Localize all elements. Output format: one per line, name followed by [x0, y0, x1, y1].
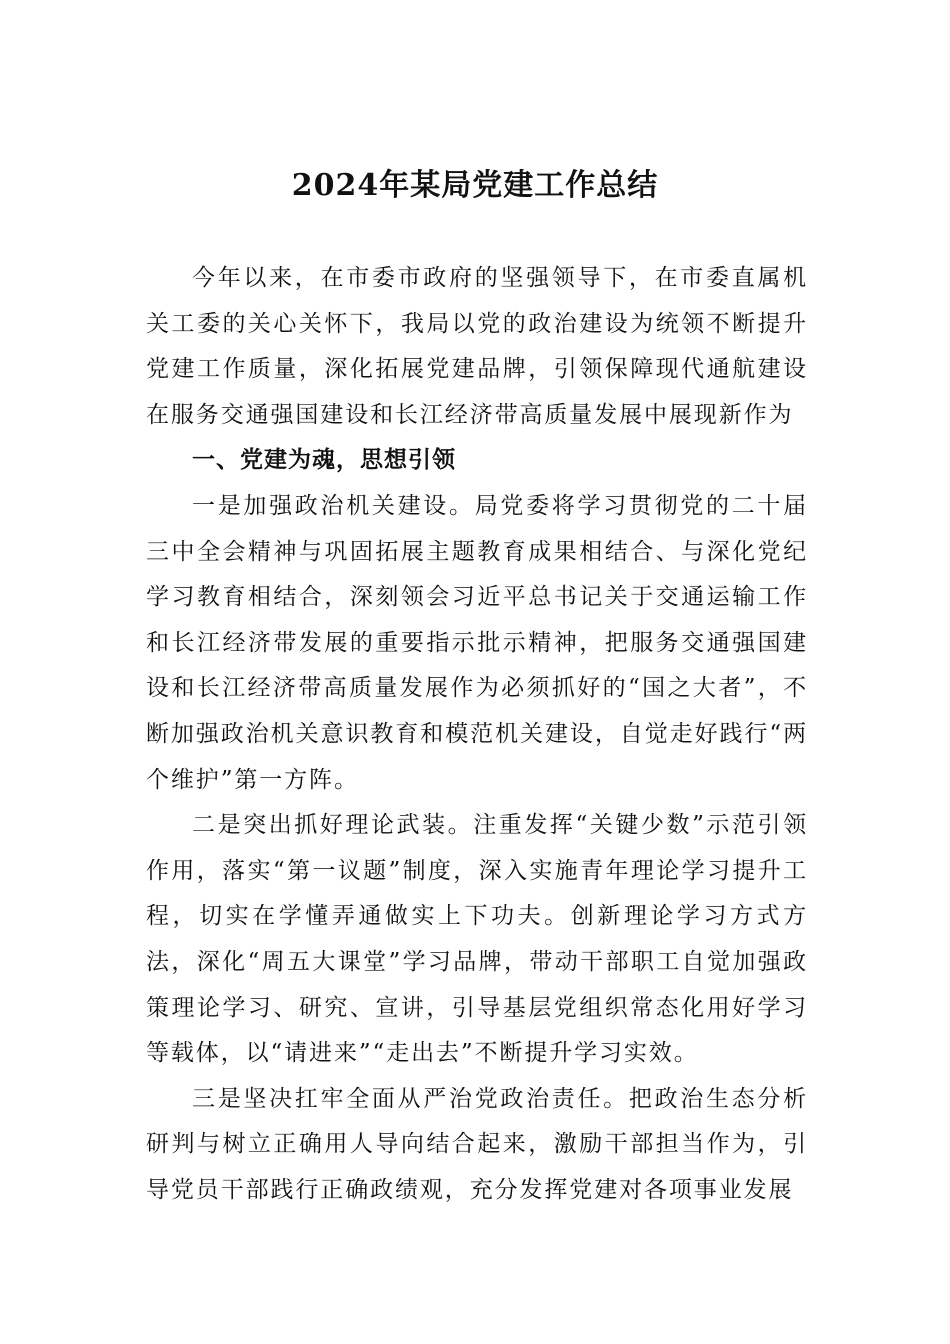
paragraph-text: 局党委将学习贯彻党的二十届三中全会精神与巩固拓展主题教育成果相结合、与深化党纪学习教育相结合，深刻领会习近平总书记关于交通运输工作和长江经济带发展的重要指示批示精神，把服务交通强国建设和长江经济带高质量发展作为必须抓好的“国之大者”，不断加强政治机关意识教育和模范机关建设，自觉走好践行“两个维护”第一方阵。: [146, 492, 808, 793]
paragraph-lead: 一是加强政治机关建设。: [192, 492, 475, 519]
intro-paragraph: 今年以来，在市委市政府的坚强领导下，在市委直属机关工委的关心关怀下，我局以党的政治建设为统领不断提升党建工作质量，深化拓展党建品牌，引领保障现代通航建设在服务交通强国建设和长江经济带高质量发展中展现新作为: [146, 265, 808, 428]
document-title: 2024年某局党建工作总结: [291, 168, 659, 203]
section-paragraph-3: [146, 1077, 808, 1214]
section-heading: 一、党建为魂，思想引领: [192, 447, 456, 474]
paragraph-text: 注重发挥“关键少数”示范引领作用，落实“第一议题”制度，深入实施青年理论学习提升工程，切实在学懂弄通做实上下功夫。创新理论学习方式方法，深化“周五大课堂”学习品牌，带动干部职工自觉加强政策理论学习、研究、宣讲，引导基层党组织常态化用好学习等载体，以“请进来”“走出去”不断提升学习实效。: [146, 812, 809, 1067]
paragraph-text: 把政治生态分析研判与树立正确用人导向结合起来，激励干部担当作为，引导党员干部践行正确政绩观，充分发挥党建对各项事业发展: [146, 1085, 808, 1203]
document-body: [146, 256, 808, 1213]
paragraph-lead: 二是突出抓好理论武装。: [192, 812, 474, 839]
section-paragraph-2: [146, 803, 808, 1077]
paragraph-lead: 三是坚决扛牢全面从严治党政治责任。: [192, 1085, 629, 1112]
section-paragraph-1: [146, 484, 808, 803]
